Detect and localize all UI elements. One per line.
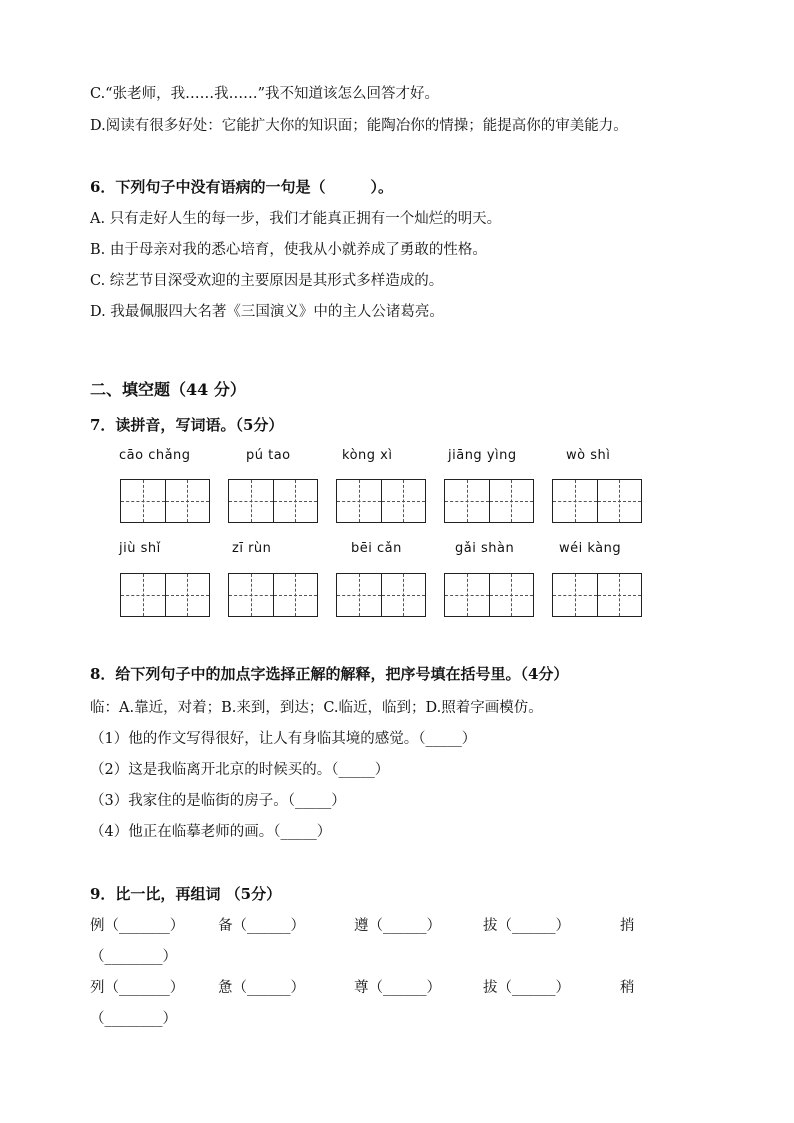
writing-grid-8[interactable] [336, 573, 426, 617]
q9-r2-wrap: （________） [90, 1011, 177, 1027]
writing-grid-3[interactable] [336, 479, 426, 523]
q8-item-4: （4）他正在临摹老师的画。（_____） [90, 824, 332, 840]
q9-r2-item-5: 稍 [620, 980, 635, 996]
writing-grid-1[interactable] [120, 479, 210, 523]
pinyin-9: gǎi shàn [455, 541, 515, 556]
q9-r2-item-4: 拔（______） [483, 980, 570, 996]
pinyin-5: wò shì [566, 448, 611, 463]
q9-r1-item-3: 遵（______） [354, 918, 441, 934]
q8-item-2: （2）这是我临离开北京的时候买的。（_____） [90, 762, 390, 778]
pinyin-10: wéi kàng [559, 541, 622, 556]
q9-r2-item-3: 尊（______） [354, 980, 441, 996]
q6-option-b: B. 由于母亲对我的悉心培育，使我从小就养成了勇敢的性格。 [90, 242, 487, 258]
q9-r1-item-5: 捎 [620, 918, 635, 934]
writing-grid-4[interactable] [444, 479, 534, 523]
q8-item-3: （3）我家住的是临街的房子。（_____） [90, 793, 346, 809]
q9-r2-item-2: 惫（______） [218, 980, 305, 996]
q8-definition: 临：A.靠近，对着；B.来到，到达；C.临近，临到；D.照着字画模仿。 [90, 700, 543, 716]
pinyin-3: kòng xì [342, 448, 393, 463]
q5-option-d: D.阅读有很多好处：它能扩大你的知识面；能陶冶你的情操；能提高你的审美能力。 [90, 118, 628, 134]
q6-title: 6．下列句子中没有语病的一句是（ ）。 [90, 178, 393, 196]
pinyin-1: cāo chǎng [119, 448, 191, 463]
pinyin-6: jiù shǐ [119, 541, 161, 556]
q7-title: 7．读拼音，写词语。（5分） [90, 416, 284, 434]
pinyin-7: zī rùn [232, 541, 272, 556]
writing-grid-6[interactable] [120, 573, 210, 617]
pinyin-4: jiāng yìng [448, 448, 517, 463]
q6-option-a: A. 只有走好人生的每一步，我们才能真正拥有一个灿烂的明天。 [90, 211, 502, 227]
writing-grid-9[interactable] [444, 573, 534, 617]
writing-grid-10[interactable] [552, 573, 642, 617]
pinyin-2: pú tao [246, 448, 291, 463]
q9-r1-item-2: 备（______） [218, 918, 305, 934]
q8-title: 8．给下列句子中的加点字选择正解的解释，把序号填在括号里。（4分） [90, 665, 569, 683]
q6-option-d: D. 我最佩服四大名著《三国演义》中的主人公诸葛亮。 [90, 304, 444, 320]
section-2-title: 二、填空题（44 分） [90, 380, 246, 399]
pinyin-8: bēi cǎn [351, 541, 402, 556]
writing-grid-7[interactable] [228, 573, 318, 617]
q9-r1-wrap: （________） [90, 949, 177, 965]
q6-option-c: C. 综艺节目深受欢迎的主要原因是其形式多样造成的。 [90, 273, 444, 289]
q5-option-c: C.“张老师，我……我……”我不知道该怎么回答才好。 [90, 86, 440, 102]
writing-grid-5[interactable] [552, 479, 642, 523]
q9-r2-item-1: 列（_______） [90, 980, 185, 996]
writing-grid-2[interactable] [228, 479, 318, 523]
q8-item-1: （1）他的作文写得很好，让人有身临其境的感觉。（_____） [90, 731, 477, 747]
q9-r1-item-4: 拔（______） [483, 918, 570, 934]
q9-title: 9．比一比，再组词 （5分） [90, 885, 282, 903]
q9-r1-item-1: 例（_______） [90, 918, 185, 934]
